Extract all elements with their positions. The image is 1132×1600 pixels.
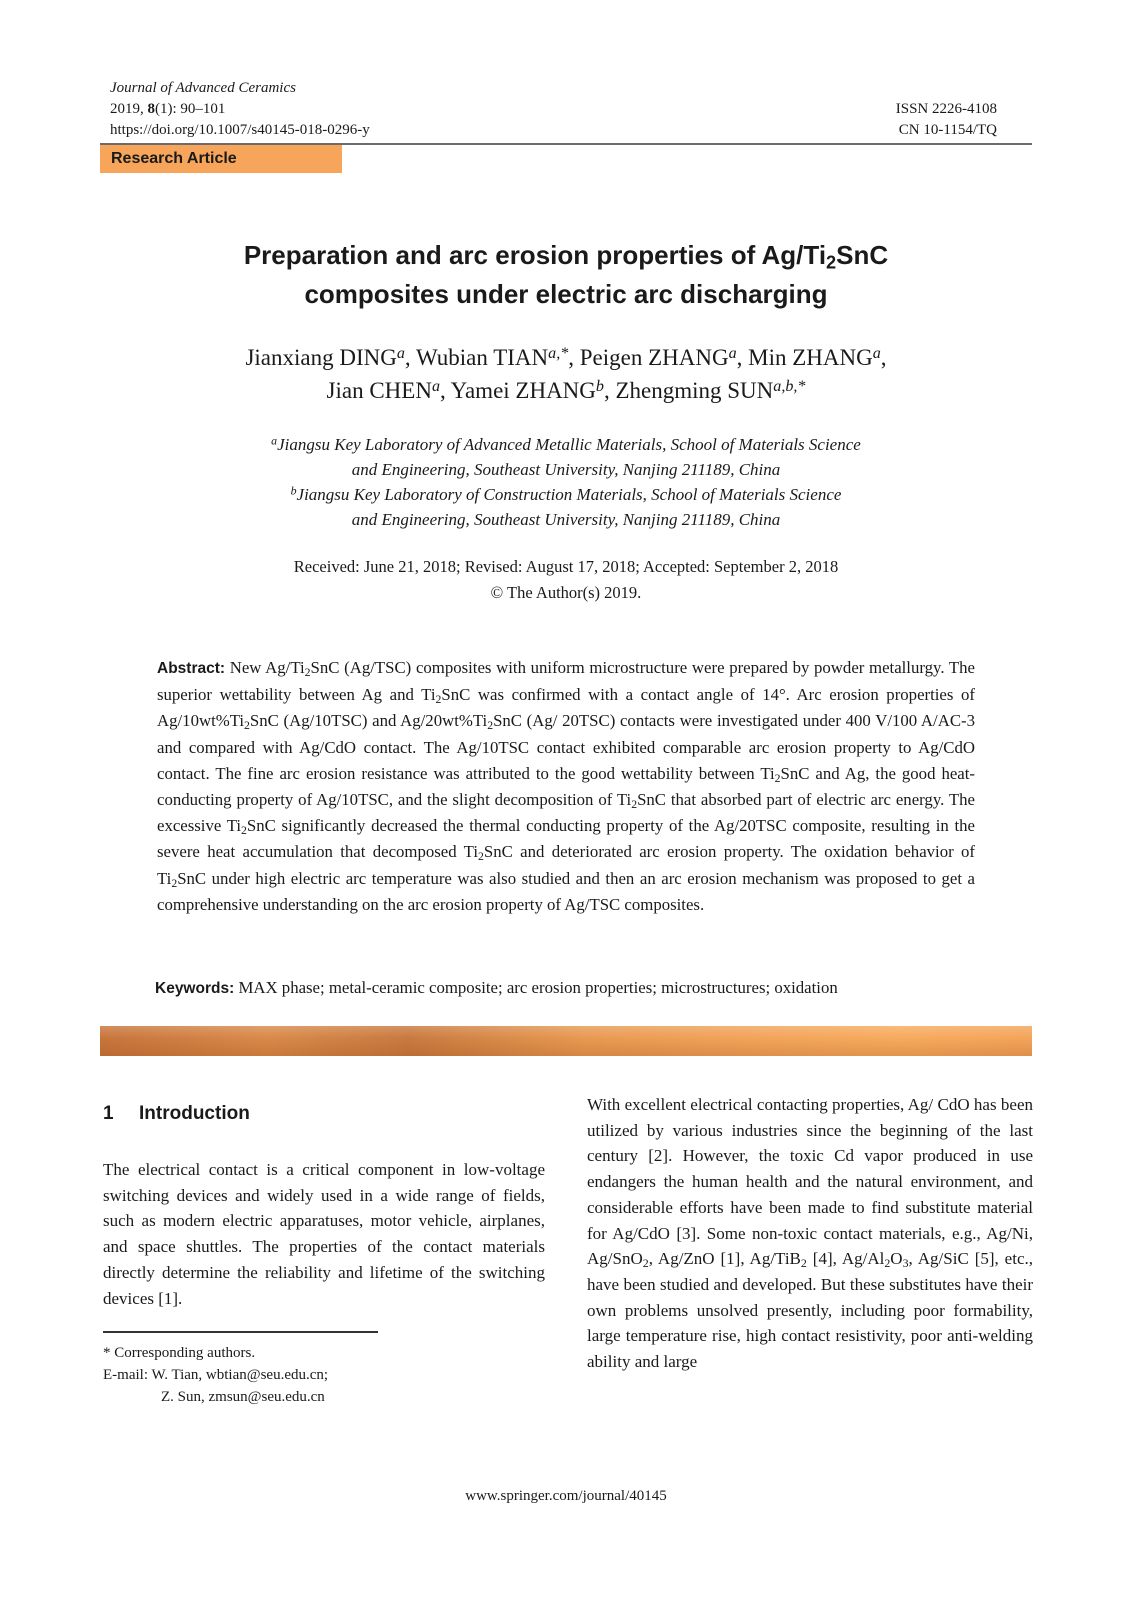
subscript: 2 — [244, 719, 250, 733]
subscript: 2 — [774, 771, 781, 785]
keywords-text: MAX phase; metal-ceramic composite; arc erosion properties; microstructures; oxidation — [234, 978, 838, 997]
intro-right-column — [587, 1092, 1033, 1375]
abstract-text: SnC (Ag/ 20TSC) contacts were investigated under 400 V/100 A/AC-3 and compared with Ag/CdO contact. The Ag/10TSC contact exhibited comparable arc erosion property to Ag/CdO contact. The fine arc erosion resistance was attributed to the good wettability between Ti — [157, 711, 976, 783]
subscript: 2 — [642, 1256, 649, 1271]
body-text: , Ag/SiC [5], etc., have been studied and developed. But these substitutes have their own problems unsolved presently, including poor formability, large temperature rise, high contact resistivity, poor anti-welding ability and large — [587, 1249, 1033, 1372]
subscript: 2 — [304, 665, 311, 679]
author-affil: a — [728, 344, 737, 362]
footnote-email-2: Z. Sun, zmsun@seu.edu.cn — [161, 1389, 325, 1405]
footer-url[interactable]: www.springer.com/journal/40145 — [465, 1488, 667, 1504]
abstract-text: New Ag/Ti — [225, 658, 305, 677]
dates-block — [150, 554, 982, 606]
author-sep: , — [603, 378, 616, 403]
body-text: O — [890, 1249, 903, 1269]
section-heading — [103, 1103, 250, 1125]
author-line-2 — [150, 374, 982, 407]
body-text: With excellent electrical contacting properties, Ag/ CdO has been utilized by various industries since the beginning of the last century [2]. However, the toxic Cd vapor produced in use endangers the human health and the natural environment, and considerable efforts have been made to find substitute material for Ag/CdO [3]. Some non-toxic contact materials, e.g., Ag/Ni, Ag/SnO — [587, 1095, 1033, 1269]
title-text: Preparation and arc erosion properties of Ag/Ti — [243, 240, 827, 270]
author-sep: , — [736, 345, 749, 370]
abstract — [157, 655, 975, 918]
subscript: 2 — [487, 719, 494, 733]
body-text: [4], Ag/Al — [806, 1249, 885, 1269]
author-affil: a,* — [548, 344, 569, 362]
copyright: © The Author(s) 2019. — [490, 583, 642, 602]
subscript: 2 — [631, 797, 638, 811]
author-sep: , — [880, 345, 887, 370]
author-name: Jian CHEN — [326, 378, 432, 403]
subscript: 3 — [902, 1256, 909, 1271]
author-sep: , — [440, 378, 451, 403]
keywords-label: Keywords: — [155, 980, 235, 997]
title-line-1 — [150, 236, 982, 275]
author-affil: a — [431, 377, 440, 395]
author-name: Wubian TIAN — [415, 345, 549, 370]
abstract-text: SnC (Ag/10TSC) and Ag/20wt%Ti — [249, 711, 488, 731]
abstract-text: SnC significantly decreased the thermal conducting property of the Ag/20TSC composite, resulting in the severe heat accumulation that decomposed Ti — [157, 816, 975, 862]
author-line-1 — [150, 341, 982, 374]
affiliation-a — [150, 432, 982, 457]
title-subscript: 2 — [826, 252, 837, 273]
title-text: SnC — [836, 240, 889, 270]
affiliation-b — [150, 482, 982, 507]
cn-number: CN 10-1154/TQ — [898, 122, 997, 138]
intro-left-column: The electrical contact is a critical component in low-voltage switching devices and widely used in a wide range of fields, such as modern electric apparatuses, motor vehicle, airplanes, and space shuttles. The properties of the contact materials directly determine the reliability and lifetime of the switching devices [1]. — [103, 1160, 545, 1308]
author-name: Min ZHANG — [748, 345, 873, 370]
footnote-divider — [103, 1331, 378, 1333]
title-line-2: composites under electric arc discharging — [304, 279, 828, 309]
decorative-banner — [100, 1026, 1032, 1056]
subscript: 2 — [884, 1256, 891, 1271]
abstract-text: SnC and deteriorated arc erosion property. The oxidation behavior of Ti — [157, 842, 975, 888]
author-name: Yamei ZHANG — [450, 378, 596, 403]
abstract-text: SnC was confirmed with a contact angle of 14°. Arc erosion properties of Ag/10wt%Ti — [157, 685, 975, 731]
author-sep: , — [404, 345, 416, 370]
abstract-text: SnC that absorbed part of electric arc energy. The excessive Ti — [157, 790, 975, 836]
author-name: Jianxiang DING — [245, 345, 397, 370]
received-dates: Received: June 21, 2018; Revised: August 17, 2018; Accepted: September 2, 2018 — [293, 557, 839, 576]
abstract-text: SnC under high electric arc temperature was also studied and then an arc erosion mechanism was proposed to get a comprehensive understanding on the arc erosion property of Ag/TSC composites. — [157, 868, 975, 914]
section-title: Introduction — [139, 1103, 250, 1124]
keywords — [155, 976, 985, 1001]
author-list — [150, 341, 982, 407]
subscript: 2 — [435, 693, 442, 707]
affil-text: Jiangsu Key Laboratory of Construction Materials, School of Materials Science — [296, 485, 842, 504]
issn: ISSN 2226-4108 — [895, 101, 997, 117]
section-number: 1 — [103, 1103, 114, 1124]
abstract-text: SnC (Ag/TSC) composites with uniform microstructure were prepared by powder metallurgy. The superior wettability between Ag and Ti — [157, 658, 976, 705]
subscript: 2 — [241, 824, 247, 838]
paper-title — [150, 236, 982, 314]
author-sep: , — [568, 345, 580, 370]
abstract-text: SnC and Ag, the good heat-conducting property of Ag/10TSC, and the slight decomposition of Ti — [157, 763, 975, 810]
journal-name: Journal of Advanced Ceramics — [110, 80, 296, 96]
author-affil: a — [872, 344, 881, 362]
subscript: 2 — [478, 850, 484, 864]
affiliation-b-cont: and Engineering, Southeast University, Nanjing 211189, China — [351, 510, 781, 529]
affil-text: Jiangsu Key Laboratory of Advanced Metallic Materials, School of Materials Science — [277, 435, 861, 454]
subscript: 2 — [800, 1256, 807, 1271]
subscript: 2 — [171, 876, 178, 890]
body-text: , Ag/ZnO [1], Ag/TiB — [648, 1249, 801, 1269]
footnote — [103, 1342, 328, 1408]
author-affil: a,b,* — [773, 377, 806, 395]
doi-link[interactable]: https://doi.org/10.1007/s40145-018-0296-y — [110, 122, 370, 138]
author-name: Peigen ZHANG — [579, 345, 729, 370]
author-affil: a — [396, 344, 405, 362]
affil-marker: a — [271, 433, 278, 448]
article-type-badge: Research Article — [100, 145, 342, 173]
journal-issue — [110, 101, 225, 118]
abstract-label: Abstract: — [157, 660, 226, 677]
affiliations — [150, 432, 982, 532]
footnote-corresponding: * Corresponding authors. — [103, 1345, 256, 1361]
journal-year: 2019, — [110, 101, 148, 117]
journal-volume: 8 — [147, 101, 155, 117]
journal-pages: (1): 90–101 — [155, 101, 226, 117]
author-name: Zhengming SUN — [615, 378, 774, 403]
author-affil: b — [595, 377, 604, 395]
footnote-email-1: E-mail: W. Tian, wbtian@seu.edu.cn; — [103, 1367, 329, 1383]
affiliation-a-cont: and Engineering, Southeast University, Nanjing 211189, China — [351, 460, 781, 479]
affil-marker: b — [290, 483, 297, 498]
